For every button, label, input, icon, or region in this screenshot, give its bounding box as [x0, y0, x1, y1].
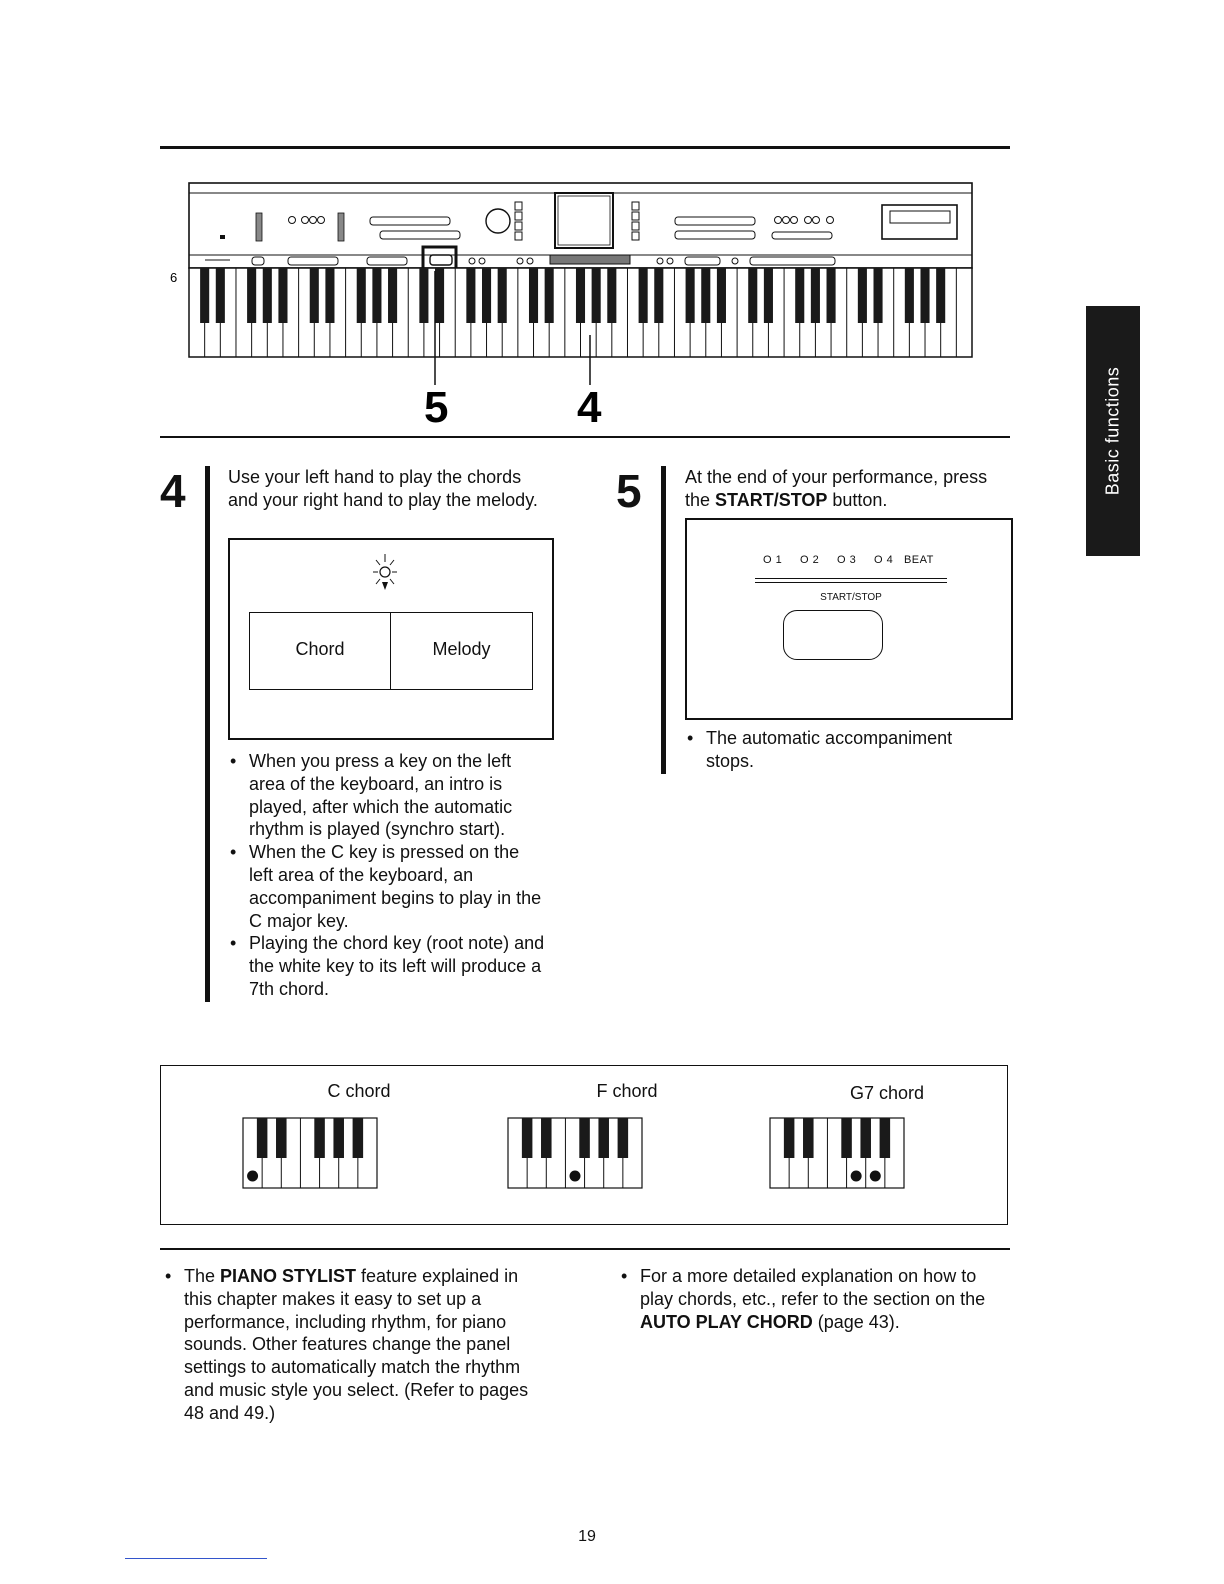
- black-key: [498, 268, 507, 323]
- chord-melody-diagram: [228, 538, 554, 740]
- black-key: [314, 1118, 325, 1158]
- list-item: • The automatic accompaniment stops.: [685, 727, 1005, 773]
- indicator-lamp-icon: [370, 552, 400, 592]
- black-key: [353, 1118, 364, 1158]
- note-left-suffix: feature explained in this chapter makes it easy to set up a performance, including rhythm, for piano sounds. Other features change the panel settings to automatically match the rhythm and music style you select. (Refer to pages 48 and 49.): [184, 1266, 529, 1423]
- black-key: [858, 268, 867, 323]
- black-key: [936, 268, 945, 323]
- beat-3: O 3: [837, 554, 857, 566]
- black-key: [860, 1118, 871, 1158]
- black-key: [811, 268, 820, 323]
- step-5-bullets: [685, 727, 1005, 773]
- start-stop-panel: [685, 518, 1013, 720]
- step-4-bullets: [228, 750, 548, 1001]
- callout-5: 5: [424, 383, 449, 430]
- black-key: [263, 268, 272, 323]
- black-key: [579, 1118, 590, 1158]
- black-key: [541, 1118, 552, 1158]
- list-item: • When the C key is pressed on the left area of the keyboard, an accompaniment begins to play in the C major key.: [228, 841, 548, 932]
- black-key: [827, 268, 836, 323]
- c-chord-keyboard: [241, 1116, 379, 1192]
- black-key: [654, 268, 663, 323]
- black-key: [607, 268, 616, 323]
- black-key: [419, 268, 428, 323]
- section-tab-label: Basic functions: [1102, 366, 1123, 496]
- piano-stylist-term: PIANO STYLIST: [220, 1266, 357, 1286]
- step-5-intro: [685, 466, 995, 512]
- black-key: [325, 268, 334, 323]
- black-key: [278, 268, 287, 323]
- section-tab: [1086, 306, 1140, 556]
- black-key: [873, 268, 882, 323]
- g7-chord-keyboard: [768, 1116, 906, 1192]
- black-key: [905, 268, 914, 323]
- g7-chord-label: G7 chord: [849, 1083, 925, 1103]
- note-right-suffix: (page 43).: [812, 1311, 900, 1332]
- black-key: [257, 1118, 268, 1158]
- black-key: [717, 268, 726, 323]
- beat-label: BEAT: [903, 554, 934, 566]
- slider: [256, 213, 262, 241]
- section-rule: [160, 436, 1010, 438]
- f-chord-keyboard: [506, 1116, 644, 1192]
- black-key: [388, 268, 397, 323]
- step-4-number: 4: [160, 465, 186, 517]
- panel-rule: [755, 578, 947, 579]
- pressed-key-dot: [570, 1171, 581, 1182]
- display-screen: [555, 193, 613, 248]
- list-item: • When you press a key on the left area of the keyboard, an intro is played, after which the automatic rhythm is played (synchro start).: [228, 750, 548, 841]
- panel-rule: [755, 582, 947, 583]
- black-key: [216, 268, 225, 323]
- black-key: [545, 268, 554, 323]
- black-key: [795, 268, 804, 323]
- black-key: [618, 1118, 629, 1158]
- black-key: [803, 1118, 814, 1158]
- list-item: [619, 1265, 1004, 1333]
- note-right: [619, 1265, 1004, 1333]
- step-4-intro: Use your left hand to play the chords and your right hand to play the melody.: [228, 467, 538, 510]
- black-key: [357, 268, 366, 323]
- pressed-key-dot: [247, 1171, 258, 1182]
- black-key: [310, 268, 319, 323]
- black-key: [247, 268, 256, 323]
- f-chord-label: F chord: [596, 1081, 658, 1101]
- black-key: [576, 268, 585, 323]
- disk-drive: [882, 205, 957, 239]
- black-key: [522, 1118, 533, 1158]
- list-item: • Playing the chord key (root note) and the white key to its left will produce a 7th chord.: [228, 932, 548, 1000]
- melody-area-label: Melody: [432, 639, 491, 659]
- keyboard-illustration: [160, 175, 990, 430]
- black-key: [841, 1118, 852, 1158]
- dial-knob: [486, 209, 510, 233]
- black-key: [639, 268, 648, 323]
- callout-4: 4: [577, 383, 602, 430]
- start-stop-term: START/STOP: [715, 490, 828, 510]
- pressed-key-dot: [851, 1171, 862, 1182]
- black-key: [529, 268, 538, 323]
- black-key: [333, 1118, 344, 1158]
- start-stop-button: [783, 610, 883, 660]
- page-number: 19: [578, 1528, 596, 1545]
- step-5-number: 5: [616, 465, 642, 517]
- beat-1: O 1: [763, 554, 783, 566]
- start-stop-caption: START/STOP: [820, 592, 882, 603]
- slider: [338, 213, 344, 241]
- beat-2: O 2: [800, 554, 820, 566]
- auto-play-chord-term: AUTO PLAY CHORD: [640, 1311, 813, 1332]
- black-key: [276, 1118, 287, 1158]
- notes-rule: [160, 1248, 1010, 1250]
- step-4-bar: [205, 466, 210, 1002]
- step-5-intro-suffix: button.: [827, 490, 888, 510]
- chord-examples-box: [160, 1065, 1008, 1225]
- side-marker: 6: [170, 270, 178, 285]
- pressed-key-dot: [870, 1171, 881, 1182]
- footer-line: [125, 1558, 267, 1559]
- black-key: [686, 268, 695, 323]
- black-key: [920, 268, 929, 323]
- step-5-bar: [661, 466, 666, 774]
- note-left: [163, 1265, 548, 1425]
- beat-4: O 4: [874, 554, 894, 566]
- black-key: [200, 268, 209, 323]
- black-key: [784, 1118, 795, 1158]
- c-chord-label: C chord: [327, 1081, 391, 1101]
- top-rule: [160, 146, 1010, 149]
- beat-indicators: [763, 554, 934, 566]
- step-5-intro-text: At the end of your performance, press the: [685, 467, 988, 510]
- black-key: [592, 268, 601, 323]
- black-key: [435, 268, 444, 323]
- chord-area-label: Chord: [295, 639, 345, 659]
- black-key: [880, 1118, 891, 1158]
- chord-melody-split: [249, 612, 533, 690]
- black-key: [748, 268, 757, 323]
- list-item: [163, 1265, 548, 1425]
- note-left-text: The: [184, 1266, 221, 1286]
- black-key: [598, 1118, 609, 1158]
- note-right-text: For a more detailed explanation on how to play chords, etc., refer to the section on the: [640, 1266, 986, 1309]
- black-key: [482, 268, 491, 323]
- black-key: [764, 268, 773, 323]
- black-key: [466, 268, 475, 323]
- black-key: [372, 268, 381, 323]
- black-key: [701, 268, 710, 323]
